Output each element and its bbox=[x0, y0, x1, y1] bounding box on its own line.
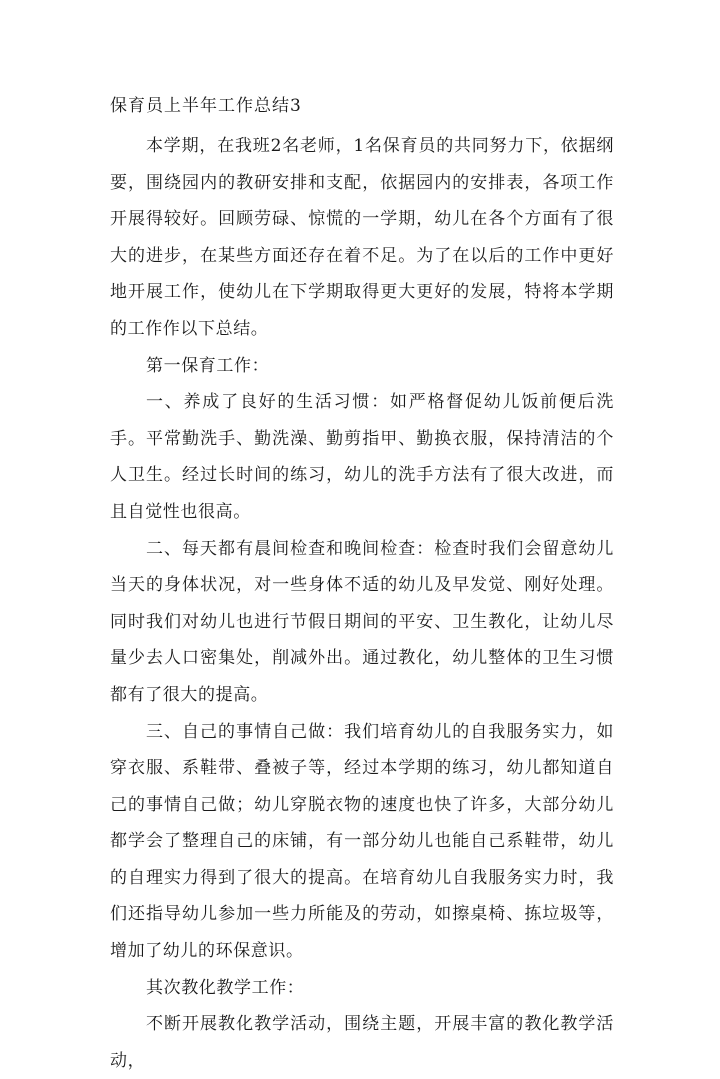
paragraph-checks: 二、每天都有晨间检查和晚间检查：检查时我们会留意幼儿当天的身体状况，对一些身体不适的幼儿及早发觉、刚好处理。同时我们对幼儿也进行节假日期间的平安、卫生教化，让幼儿尽量少去人口密集处，削减外出。通过教化，幼儿整体的卫生习惯都有了很大的提高。 bbox=[110, 538, 614, 705]
paragraph-teaching: 不断开展教化教学活动，围绕主题，开展丰富的教化教学活动， bbox=[110, 1014, 614, 1071]
paragraph-habits: 一、养成了良好的生活习惯：如严格督促幼儿饭前便后洗手。平常勤洗手、勤洗澡、勤剪指甲、勤换衣服，保持清洁的个人卫生。经过长时间的练习，幼儿的洗手方法有了很大改进，而且自觉性也很高。 bbox=[110, 392, 614, 522]
paragraph-intro: 本学期，在我班2名老师，1名保育员的共同努力下，依据纲要，围绕园内的教研安排和支配，依据园内的安排表，各项工作开展得较好。回顾劳碌、惊慌的一学期，幼儿在各个方面有了很大的进步，在某些方面还存在着不足。为了在以后的工作中更好地开展工作，使幼儿在下学期取得更大更好的发展，特将本学期的工作作以下总结。 bbox=[110, 136, 614, 339]
heading-teaching-work: 其次教化教学工作： bbox=[146, 977, 305, 998]
heading-care-work: 第一保育工作： bbox=[146, 355, 270, 376]
paragraph-self-care: 三、自己的事情自己做：我们培育幼儿的自我服务实力，如穿衣服、系鞋带、叠被子等，经过本学期的练习，幼儿都知道自己的事情自己做；幼儿穿脱衣物的速度也快了许多，大部分幼儿都学会了整理自己的床铺，有一部分幼儿也能自己系鞋带，幼儿的自理实力得到了很大的提高。在培育幼儿自我服务实力时，我们还指导幼儿参加一些力所能及的劳动，如擦桌椅、拣垃圾等，增加了幼儿的环保意识。 bbox=[110, 721, 614, 962]
document-title: 保育员上半年工作总结3 bbox=[110, 96, 302, 116]
document-body bbox=[110, 128, 614, 1079]
